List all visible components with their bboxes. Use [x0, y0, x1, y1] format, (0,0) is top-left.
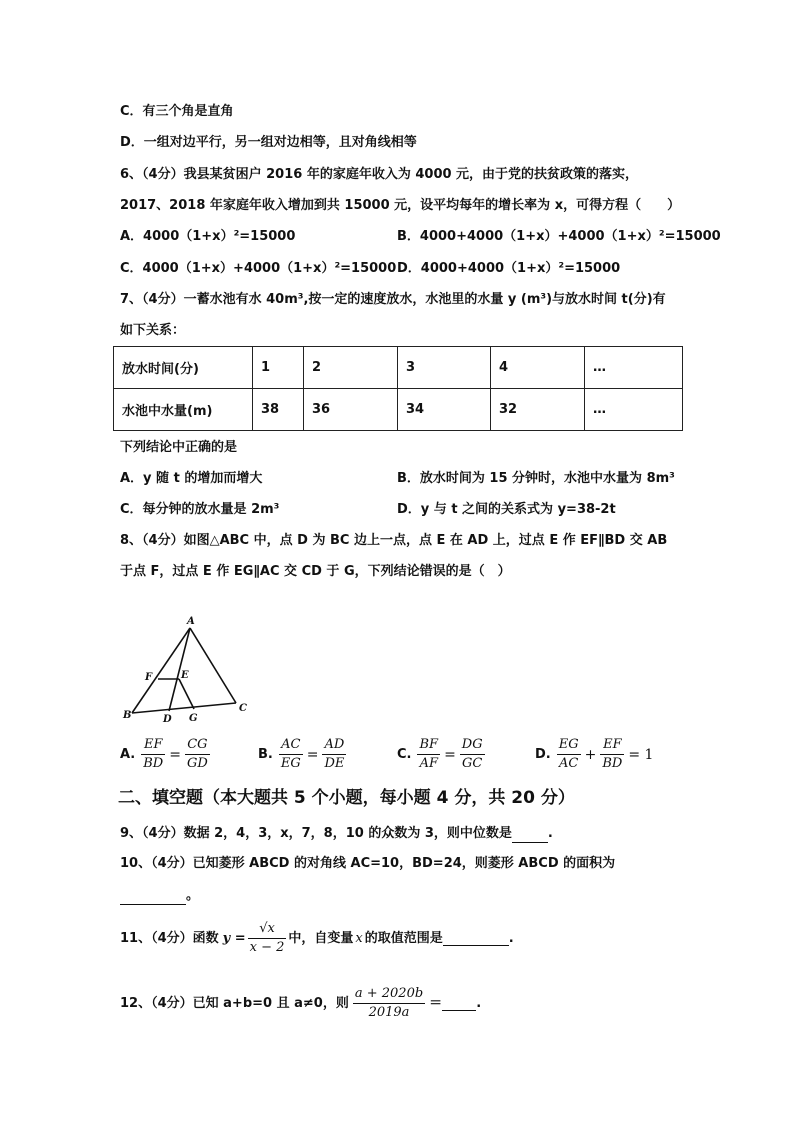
- q6-option-c: C．4000（1+x）+4000（1+x）²=15000: [120, 261, 397, 276]
- fraction: $\frac{DG}{GC}$: [461, 737, 483, 771]
- option-label: D.: [535, 747, 551, 762]
- q10-answer-line: 。: [120, 887, 199, 905]
- table-cell: 3: [398, 347, 491, 389]
- option-label: A.: [120, 747, 136, 762]
- table-cell: 38: [253, 389, 304, 431]
- table-cell: 2: [304, 347, 398, 389]
- table-cell: 4: [491, 347, 585, 389]
- q8-stem-line2: 于点 F，过点 E 作 EG∥AC 交 CD 于 G，下列结论错误的是（ ）: [120, 564, 511, 579]
- label-f: F: [145, 672, 153, 683]
- fraction: $\frac{EF}{BD}$: [143, 737, 164, 771]
- table-cell: 水池中水量(m): [114, 389, 253, 431]
- q8-option-d: D. $\frac{EG}{AC}$ + $\frac{EF}{BD}$ = 1: [535, 737, 654, 771]
- fraction: $\frac{a + 2020b}{2019a}$: [354, 986, 424, 1020]
- table-cell: …: [585, 347, 683, 389]
- label-e: E: [181, 670, 189, 681]
- answer-blank[interactable]: [120, 904, 186, 905]
- label-c: C: [239, 703, 247, 714]
- q7-option-d: D．y 与 t 之间的关系式为 y=38-2t: [397, 502, 616, 517]
- q8-option-c: C. $\frac{BF}{AF}$ = $\frac{DG}{GC}$: [397, 737, 483, 771]
- q5-option-c: C．有三个角是直角: [120, 104, 234, 119]
- fraction: $\frac{CG}{GD}$: [186, 737, 208, 771]
- q7-option-b: B．放水时间为 15 分钟时，水池中水量为 8m³: [397, 471, 675, 486]
- label-a: A: [187, 616, 195, 627]
- q5-option-d: D．一组对边平行，另一组对边相等，且对角线相等: [120, 135, 417, 150]
- fraction: $\frac{EF}{BD}$: [602, 737, 623, 771]
- side-ac: [190, 628, 236, 703]
- table-cell: 34: [398, 389, 491, 431]
- q6-option-b: B．4000+4000（1+x）+4000（1+x）²=15000: [397, 229, 721, 244]
- table-cell: 放水时间(分): [114, 347, 253, 389]
- q7-prompt: 下列结论中正确的是: [120, 440, 238, 455]
- table-cell: 1: [253, 347, 304, 389]
- label-g: G: [189, 713, 198, 724]
- fraction: $\frac{AD}{DE}$: [324, 737, 345, 771]
- q12-line: 12、（4分）已知 a+b=0 且 a≠0，则 $\frac{a + 2020b}{2019a}$ ＝ .: [120, 986, 482, 1020]
- q9-line: 9、（4分）数据 2，4，3，x，7，8，10 的众数为 3，则中位数是 .: [120, 826, 553, 841]
- fraction: $\frac{BF}{AF}$: [419, 737, 439, 771]
- table-cell: …: [585, 389, 683, 431]
- fraction: $\frac{EG}{AC}$: [558, 737, 579, 771]
- table-cell: 32: [491, 389, 585, 431]
- answer-blank[interactable]: [442, 996, 476, 1011]
- section-heading: 二、填空题（本大题共 5 个小题，每小题 4 分，共 20 分）: [118, 788, 575, 808]
- table-row: [114, 389, 683, 431]
- label-b: B: [123, 710, 132, 721]
- fraction: $\frac{AC}{EG}$: [280, 737, 301, 771]
- triangle-figure: [118, 612, 258, 724]
- option-label: B.: [258, 747, 273, 762]
- q8-option-b: B. $\frac{AC}{EG}$ = $\frac{AD}{DE}$: [258, 737, 345, 771]
- q11-line: 11、（4分）函数 y = $\frac{√x}{x - 2}$ 中，自变量 x 的取值范围是 .: [120, 921, 514, 955]
- fraction: $\frac{√x}{x - 2}$: [249, 921, 285, 955]
- q7-data-table: [113, 346, 683, 431]
- table-cell: 36: [304, 389, 398, 431]
- q8-option-a: A. $\frac{EF}{BD}$ = $\frac{CG}{GD}$: [120, 737, 208, 771]
- answer-blank[interactable]: [443, 931, 509, 946]
- side-bc: [132, 703, 236, 713]
- q6-option-a: A．4000（1+x）²=15000: [120, 229, 296, 244]
- option-label: C.: [397, 747, 412, 762]
- q10-line: 10、（4分）已知菱形 ABCD 的对角线 AC=10，BD=24，则菱形 ABCD 的面积为: [120, 856, 616, 871]
- segment-eg: [179, 679, 194, 709]
- answer-blank[interactable]: [512, 842, 548, 843]
- q7-option-c: C．每分钟的放水量是 2m³: [120, 502, 280, 517]
- q6-stem-line2: 2017、2018 年家庭年收入增加到共 15000 元，设平均每年的增长率为 x，可得方程（ ）: [120, 198, 681, 213]
- q7-option-a: A．y 随 t 的增加而增大: [120, 471, 263, 486]
- q6-stem-line1: 6、（4分）我县某贫困户 2016 年的家庭年收入为 4000 元，由于党的扶贫政策的落实，: [120, 167, 639, 182]
- q6-option-d: D．4000+4000（1+x）²=15000: [397, 261, 621, 276]
- q7-stem-line2: 如下关系：: [120, 323, 186, 338]
- label-d: D: [163, 714, 172, 724]
- q8-stem-line1: 8、（4分）如图△ABC 中，点 D 为 BC 边上一点，点 E 在 AD 上，过点 E 作 EF∥BD 交 AB: [120, 533, 668, 548]
- table-row: [114, 347, 683, 389]
- q7-stem-line1: 7、（4分）一蓄水池有水 40m³,按一定的速度放水，水池里的水量 y (m³)与放水时间 t(分)有: [120, 292, 666, 307]
